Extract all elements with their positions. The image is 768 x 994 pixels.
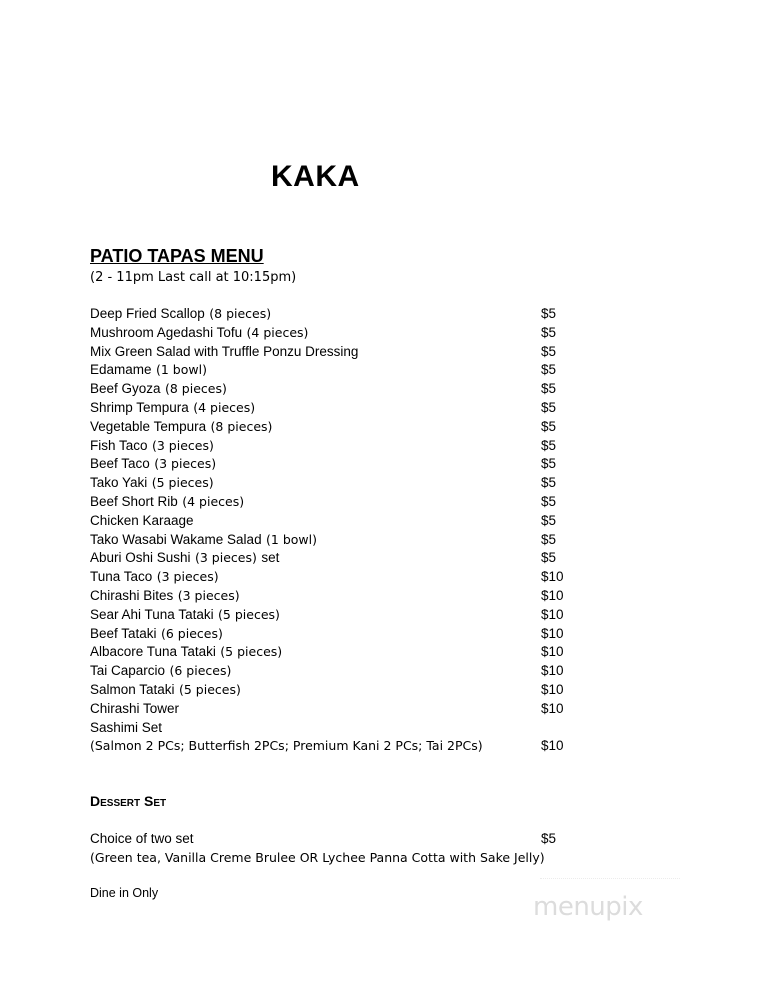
menu-item-name: Chirashi Bites [90,587,174,603]
menu-item [90,418,590,437]
menu-item [90,305,590,324]
menu-item-price: $10 [541,644,564,660]
menu-item-quantity: (6 pieces) [169,663,232,679]
menu-item-price: $5 [541,531,557,547]
menu-item-quantity: (5 pieces) [218,606,280,622]
dine-in-note: Dine in Only [90,886,159,900]
menu-item-name: Tako Yaki [90,475,148,491]
menu-item-price: $5 [541,381,557,397]
menu-item [90,549,590,568]
dessert-item [90,830,590,849]
menu-item-quantity: (5 pieces) [179,681,241,697]
menu-item-price: $5 [541,456,557,472]
menu-item-price: $10 [541,663,564,679]
menu-item-price: $10 [541,587,564,603]
dessert-heading: Dessert Set [90,793,167,809]
dessert-item-detail-row [90,849,590,868]
menu-item [90,606,590,625]
menu-item [90,380,590,399]
menu-item-name: Beef Taco [90,456,150,472]
menu-item-quantity: (3 pieces) [151,437,214,453]
dessert-item-price: $5 [541,831,557,846]
menu-item [90,399,590,418]
menu-item-name: Edamame [90,362,152,378]
dessert-item-name: Choice of two set [90,831,194,846]
menu-item-quantity: (3 pieces) [156,569,219,585]
menu-item-quantity: (8 pieces) [210,418,273,434]
menu-item-quantity: (4 pieces) [193,399,256,415]
menu-item [90,700,590,719]
menu-item-price: $10 [541,569,564,585]
menu-item-name: Beef Short Rib [90,493,178,509]
menu-item-price: $5 [541,512,557,528]
menu-item-name: Tuna Taco [90,569,153,585]
sashimi-set-detail: (Salmon 2 PCs; Butterfish 2PCs; Premium Kani 2 PCs; Tai 2PCs) [90,738,483,754]
menu-item [90,662,590,681]
menu-item-price: $5 [541,399,557,415]
dessert-item-detail: (Green tea, Vanilla Creme Brulee OR Lychee Panna Cotta with Sake Jelly) [90,849,545,865]
menu-item-name: Mix Green Salad with Truffle Ponzu Dressing [90,343,359,359]
menu-item-price: $5 [541,550,557,566]
menu-item-suffix: set [261,550,280,566]
menu-item-name: Tako Wasabi Wakame Salad [90,531,262,547]
sashimi-set-item [90,719,590,738]
menu-item-name: Mushroom Agedashi Tofu [90,324,243,340]
menu-item-list [90,305,590,756]
menu-item [90,343,590,362]
menu-item [90,437,590,456]
menu-item-quantity: (1 bowl) [266,531,317,547]
menu-item [90,587,590,606]
menu-item-name: Fish Taco [90,437,148,453]
menu-item [90,643,590,662]
menu-item-name: Deep Fried Scallop [90,306,205,321]
menu-item [90,324,590,343]
menu-item-price: $10 [541,700,564,716]
menu-item-quantity: (8 pieces) [209,306,272,321]
menu-item [90,512,590,531]
menu-item-name: Beef Tataki [90,625,157,641]
menu-item-quantity: (6 pieces) [161,625,223,641]
menu-item [90,493,590,512]
menupix-watermark: menupix [533,892,643,922]
menu-item-price: $5 [541,324,557,340]
menu-item-name: Tai Caparcio [90,663,166,679]
menu-item-quantity: (4 pieces) [246,324,309,340]
menu-heading: PATIO TAPAS MENU [90,246,264,266]
menu-item-price: $5 [541,475,557,491]
menu-item-price: $10 [541,606,564,622]
menu-item-price: $5 [541,362,557,378]
menu-item-price: $10 [541,625,564,641]
menu-item-name: Salmon Tataki [90,681,175,697]
menu-item-price: $5 [541,437,557,453]
watermark-decoration [540,878,680,885]
menu-item-quantity: (3 pieces) [154,456,217,472]
menu-item [90,361,590,380]
menu-item-quantity: (5 pieces) [151,475,214,491]
sashimi-set-detail-row [90,737,590,756]
menu-item-price: $5 [541,343,557,359]
sashimi-set-name: Sashimi Set [90,719,163,735]
menu-item [90,474,590,493]
menu-item-name: Beef Gyoza [90,381,161,397]
menu-item-name: Chicken Karaage [90,512,194,528]
menu-item-quantity: (8 pieces) [165,381,227,397]
menu-item [90,531,590,550]
menu-item-quantity: (3 pieces) [177,587,240,603]
menu-item-price: $5 [541,493,557,509]
restaurant-name: KAKA [271,160,360,193]
menu-item-name: Sear Ahi Tuna Tataki [90,606,214,622]
menu-item-name: Albacore Tuna Tataki [90,644,216,660]
menu-item-quantity: (3 pieces) [195,550,257,566]
sashimi-set-price: $10 [541,738,564,754]
menu-item-name: Vegetable Tempura [90,418,207,434]
menu-item [90,455,590,474]
menu-item [90,625,590,644]
menu-item [90,681,590,700]
menu-item-price: $5 [541,418,557,434]
menu-item-quantity: (1 bowl) [155,362,207,378]
dessert-section [90,830,590,868]
menu-item-name: Aburi Oshi Sushi [90,550,191,566]
menu-item-name: Shrimp Tempura [90,399,189,415]
menu-item-quantity: (5 pieces) [220,644,283,660]
menu-item-quantity: (4 pieces) [182,493,245,509]
menu-item-price: $10 [541,681,564,697]
menu-item-price: $5 [541,306,557,321]
menu-hours: (2 - 11pm Last call at 10:15pm) [90,270,297,285]
menu-item [90,568,590,587]
menu-item-name: Chirashi Tower [90,700,180,716]
